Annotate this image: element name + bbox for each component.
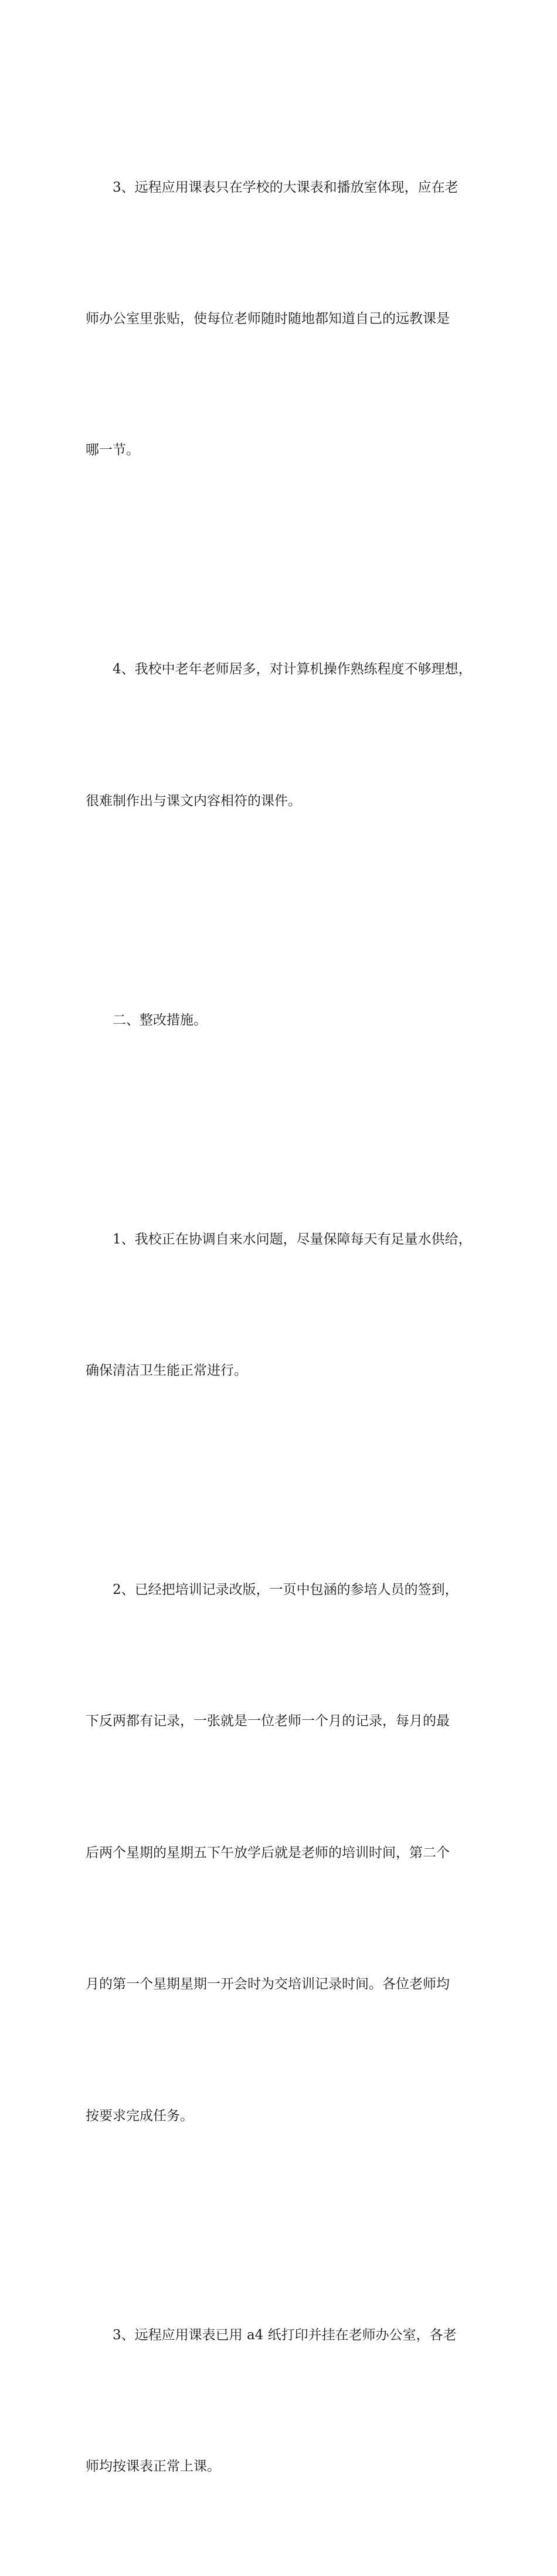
heading-text: 二、整改措施。: [113, 1012, 207, 1028]
text-line: 4、我校中老年老师居多，对计算机操作熟练程度不够理想，: [113, 662, 472, 677]
text-line: 很难制作出与课文内容相符的课件。: [86, 793, 301, 809]
paragraph-elderly-teachers-issue: [86, 560, 476, 911]
paragraph-water-measure: [86, 1130, 476, 1480]
section-heading: [86, 911, 476, 1130]
text-line: 后两个星期的星期五下午放学后就是老师的培训时间，第二个: [86, 1845, 450, 1861]
text-line: 师均按课表正常上课。: [86, 2459, 220, 2475]
paragraph-training-record-measure: [86, 1481, 476, 2226]
text-line: 按要求完成任务。: [86, 2108, 193, 2124]
text-line: 确保清洁卫生能正常进行。: [86, 1363, 247, 1379]
document-body: [86, 78, 476, 2576]
paragraph-remote-schedule-issue: [86, 78, 476, 560]
text-line: 师办公室里张贴，使每位老师随时随地都知道自己的远教课是: [86, 311, 450, 326]
text-line: 下反两都有记录，一张就是一位老师一个月的记录，每月的最: [86, 1713, 450, 1729]
text-line: 哪一节。: [86, 442, 140, 458]
text-line: 2、已经把培训记录改版，一页中包涵的参培人员的签到，: [113, 1582, 458, 1598]
text-line: 3、远程应用课表只在学校的大课表和播放室体现，应在老: [113, 179, 458, 195]
text-line: 3、远程应用课表已用 a4 纸打印并挂在老师办公室，各老: [113, 2327, 457, 2343]
text-line: 月的第一个星期星期一开会时为交培训记录时间。各位老师均: [86, 1977, 450, 1992]
paragraph-schedule-measure: [86, 2226, 476, 2576]
text-line: 1、我校正在协调自来水问题，尽量保障每天有足量水供给，: [113, 1231, 472, 1247]
